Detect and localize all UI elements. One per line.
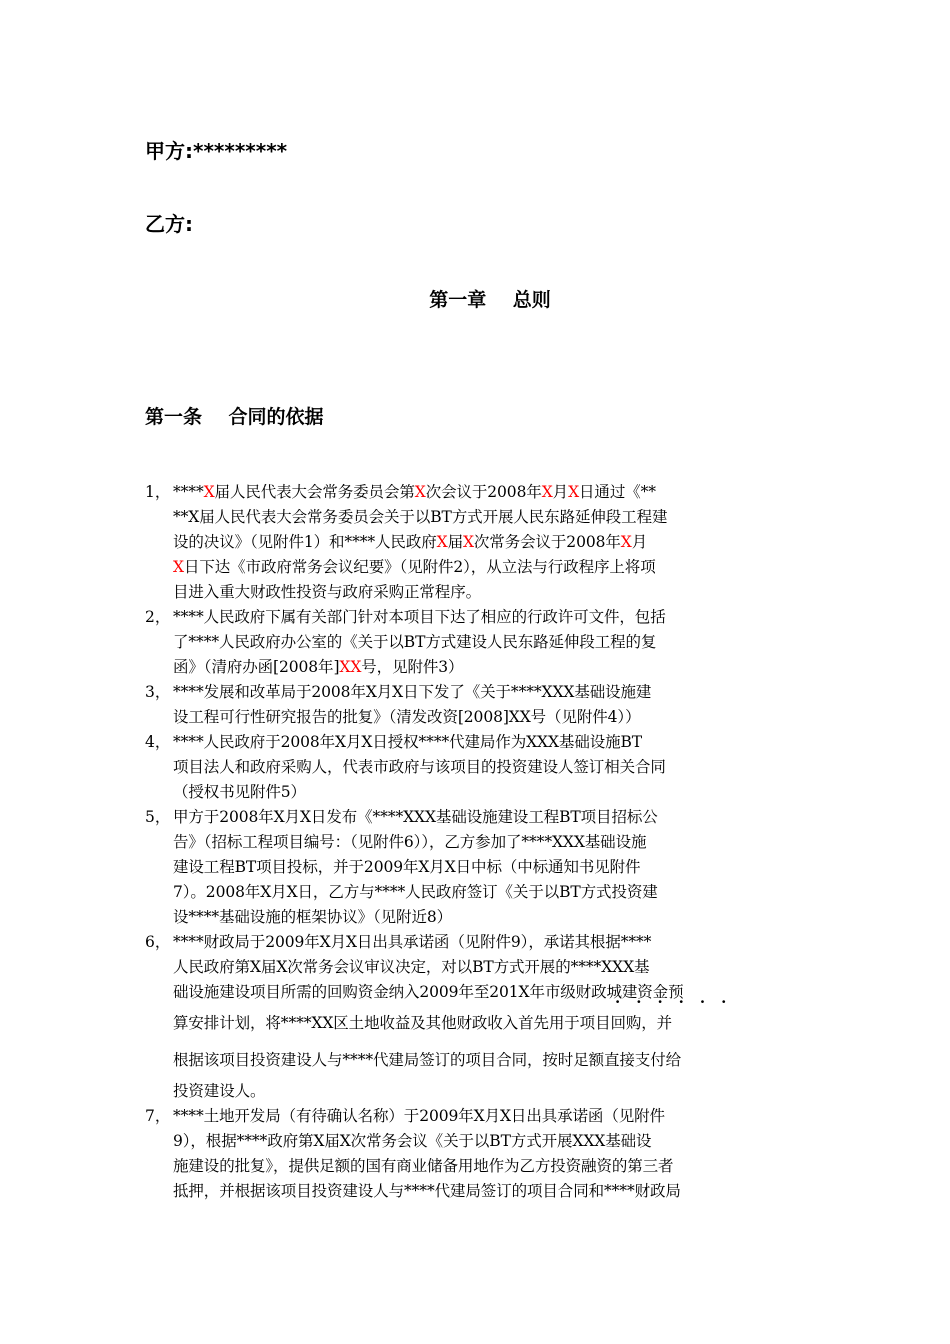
party-b-line: 乙方:	[145, 212, 193, 236]
placeholder-red-text: X	[462, 533, 474, 551]
clause-line	[173, 555, 815, 580]
clause-line	[173, 830, 815, 855]
clause-text: 人民政府第X届X次常务会议审议决定，对以BT方式开展的****XXX基	[173, 958, 650, 976]
clause-text: 月	[552, 483, 569, 501]
clause-list	[145, 480, 815, 1204]
clause-text: 7）。2008年X月X日，乙方与****人民政府签订《关于以BT方式投资建	[173, 883, 658, 901]
clause-text: 项目法人和政府采购人，代表市政府与该项目的投资建设人签订相关合同	[173, 758, 666, 776]
clause-text: ****土地开发局（有待确认名称）于2009年X月X日出具承诺函（见附件	[173, 1107, 665, 1125]
article-title: 第一条 合同的依据	[145, 406, 324, 428]
clause-text: ****财政局于2009年X月X日出具承诺函（见附件9），承诺其根据****	[173, 933, 652, 951]
clause-line	[173, 905, 815, 930]
clause-line	[173, 855, 815, 880]
clause-text: ****人民政府下属有关部门针对本项目下达了相应的行政许可文件，包括	[173, 608, 666, 626]
clause-text: 设工程可行性研究报告的批复》（清发改资[2008]XX号（见附件4））	[173, 708, 641, 726]
clause-line	[173, 680, 815, 705]
clause-text: 日下达《市政府常务会议纪要》（见附件2），从立法与行政程序上将项	[183, 558, 656, 576]
clause-line	[173, 955, 815, 980]
placeholder-red-text: X	[620, 533, 632, 551]
clause-line	[173, 580, 815, 605]
clause-number: 6，	[145, 933, 171, 951]
placeholder-red-text: X	[541, 483, 553, 501]
clause-line	[173, 1042, 815, 1079]
clause-item	[145, 480, 815, 605]
clause-line	[173, 805, 815, 830]
clause-line	[173, 505, 815, 530]
clause-number: 4，	[145, 733, 171, 751]
clause-text: 础设施建设项目所需的回购资金纳入2009年至201X年市级财政城建资金预	[173, 983, 684, 1001]
clause-text: 设的决议》（见附件1）和****人民政府	[173, 533, 437, 551]
clause-item	[145, 930, 815, 1104]
clause-number: 3，	[145, 683, 171, 701]
clause-line	[173, 480, 815, 505]
placeholder-red-text: X	[568, 483, 580, 501]
clause-line	[173, 1079, 815, 1104]
clause-number: 7，	[145, 1107, 171, 1125]
clause-number: 1，	[145, 483, 171, 501]
placeholder-red-text: X	[436, 533, 448, 551]
clause-line	[173, 780, 815, 805]
clause-text: 告》（招标工程项目编号：（见附件6）），乙方参加了****XXX基础设施	[173, 833, 647, 851]
clause-line	[173, 930, 815, 955]
clause-text: 算安排计划，将****XX区土地收益及其他财政收入首先用于项目回购，并	[173, 1014, 673, 1032]
clause-line	[173, 1129, 815, 1154]
clause-text: **X届人民代表大会常务委员会关于以BT方式开展人民东路延伸段工程建	[173, 508, 668, 526]
clause-text: 届	[447, 533, 463, 551]
clause-text: 建设工程BT项目投标，并于2009年X月X日中标（中标通知书见附件	[173, 858, 641, 876]
clause-line	[173, 655, 815, 680]
party-a-line: 甲方:*********	[145, 139, 288, 163]
clause-line	[173, 630, 815, 655]
clause-text: 届人民代表大会常务委员会第	[214, 483, 415, 501]
clause-text: 根据该项目投资建设人与****代建局签订的项目合同，按时足额直接支付给	[173, 1051, 682, 1069]
clause-item	[145, 730, 815, 805]
clause-text: 次常务会议于2008年	[473, 533, 621, 551]
clause-line	[173, 605, 815, 630]
clause-line	[173, 1179, 815, 1204]
clause-text: ****	[173, 483, 204, 501]
clause-text: 抵押，并根据该项目投资建设人与****代建局签订的项目合同和****财政局	[173, 1182, 681, 1200]
placeholder-red-text: X	[173, 558, 184, 576]
clause-item	[145, 605, 815, 680]
placeholder-red-text: XX	[339, 658, 362, 676]
clause-text: ****人民政府于2008年X月X日授权****代建局作为XXX基础设施BT	[173, 733, 643, 751]
clause-text: ****发展和改革局于2008年X月X日下发了《关于****XXX基础设施建	[173, 683, 652, 701]
clause-text: 甲方于2008年X月X日发布《****XXX基础设施建设工程BT项目招标公	[173, 808, 658, 826]
clause-line	[173, 530, 815, 555]
clause-text: 月	[631, 533, 648, 551]
clause-text: 了****人民政府办公室的《关于以BT方式建设人民东路延伸段工程的复	[173, 633, 657, 651]
clause-text: （授权书见附件5）	[173, 783, 306, 801]
clause-line	[173, 730, 815, 755]
placeholder-red-text: X	[414, 483, 426, 501]
clause-text: 次会议于2008年	[425, 483, 542, 501]
clause-text: 号，见附件3）	[361, 658, 464, 676]
clause-text: 施建设的批复》，提供足额的国有商业储备用地作为乙方投资融资的第三者	[173, 1157, 674, 1175]
clause-line	[173, 880, 815, 905]
clause-text: 投资建设人。	[173, 1082, 266, 1100]
clause-item	[145, 805, 815, 930]
clause-line	[173, 705, 815, 730]
clause-line	[173, 755, 815, 780]
clause-number: 5，	[145, 808, 171, 826]
clause-text: 目进入重大财政性投资与政府采购正常程序。	[173, 583, 482, 601]
emphasis-dots: ······	[615, 993, 743, 1011]
clause-text: 日通过《**	[579, 483, 656, 501]
clause-number: 2，	[145, 608, 171, 626]
clause-item	[145, 1104, 815, 1204]
placeholder-red-text: X	[203, 483, 215, 501]
clause-text: 9），根据****政府第X届X次常务会议《关于以BT方式开展XXX基础设	[173, 1132, 652, 1150]
clause-item	[145, 680, 815, 730]
chapter-title: 第一章 总则	[429, 289, 551, 311]
clause-line	[173, 1154, 815, 1179]
clause-text: 函》（清府办函[2008年]	[173, 658, 340, 676]
clause-text: 设****基础设施的框架协议》（见附近8）	[173, 908, 453, 926]
clause-line	[173, 1104, 815, 1129]
